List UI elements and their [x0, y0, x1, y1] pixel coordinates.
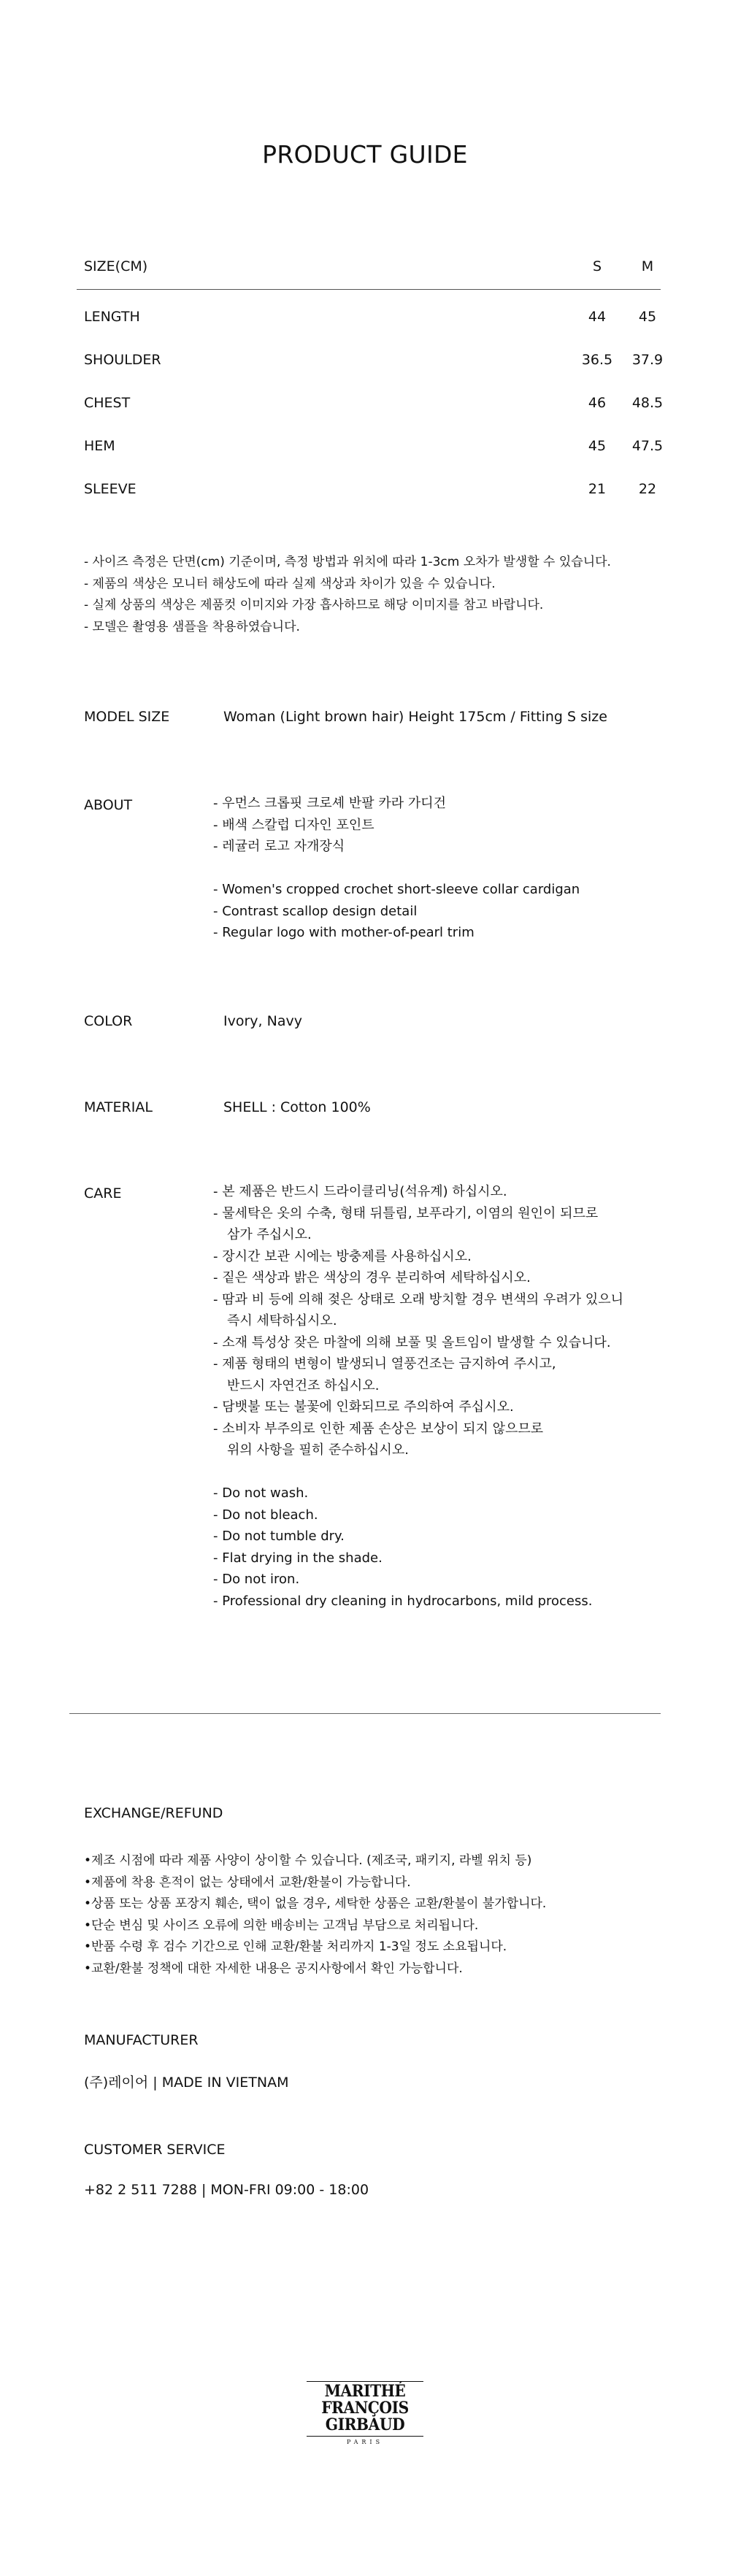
care-item-en: - Do not bleach.	[213, 1507, 318, 1523]
row-label: LENGTH	[84, 309, 140, 325]
model-size-value: Woman (Light brown hair) Height 175cm / Fitting S size	[223, 709, 607, 725]
row-label: SHOULDER	[84, 352, 161, 368]
care-item-ko: - 땀과 비 등에 의해 젖은 상태로 오래 방치할 경우 변색의 우려가 있으니	[213, 1291, 624, 1307]
care-item-ko: - 소비자 부주의로 인한 제품 손상은 보상이 되지 않으므로	[213, 1420, 544, 1437]
row-value-m: 22	[638, 481, 657, 497]
row-value-s: 46	[588, 395, 607, 411]
color-label: COLOR	[84, 1013, 133, 1029]
care-item-ko: - 제품 형태의 변형이 발생되니 열풍건조는 금지하여 주시고,	[213, 1356, 556, 1372]
exchange-item: •반품 수령 후 검수 기간으로 인해 교환/환불 처리까지 1-3일 정도 소요됩니다.	[84, 1939, 507, 1954]
brand-logo	[307, 2381, 423, 2445]
size-header-m: M	[641, 258, 654, 274]
care-item-ko: 위의 사항을 필히 준수하십시오.	[227, 1442, 409, 1458]
customer-service-value: +82 2 511 7288 | MON-FRI 09:00 - 18:00	[84, 2182, 369, 2198]
model-size-label: MODEL SIZE	[84, 709, 170, 725]
care-item-ko: 즉시 세탁하십시오.	[227, 1313, 337, 1329]
size-table	[77, 248, 664, 510]
note-line: - 제품의 색상은 모니터 해상도에 따라 실제 색상과 차이가 있을 수 있습니다.	[84, 576, 496, 591]
care-item-en: - Do not iron.	[213, 1572, 300, 1587]
row-value-m: 48.5	[631, 395, 664, 411]
care-item-ko: - 담뱃불 또는 불꽃에 인화되므로 주의하여 주십시오.	[213, 1399, 514, 1415]
care-item-en: - Professional dry cleaning in hydrocarbons, mild process.	[213, 1593, 593, 1609]
exchange-list	[84, 1850, 546, 1980]
page-title: PRODUCT GUIDE	[262, 140, 468, 169]
exchange-item: •상품 또는 상품 포장지 훼손, 택이 없을 경우, 세탁한 상품은 교환/환불이 불가합니다.	[84, 1896, 547, 1911]
row-value-s: 21	[588, 481, 607, 497]
exchange-item: •교환/환불 정책에 대한 자세한 내용은 공지사항에서 확인 가능합니다.	[84, 1961, 463, 1976]
about-item-en: - Women's cropped crochet short-sleeve collar cardigan	[213, 882, 580, 897]
table-row	[77, 294, 661, 337]
row-label: CHEST	[84, 395, 131, 411]
about-item-ko: - 배색 스칼럽 디자인 포인트	[213, 817, 374, 833]
row-value-s: 44	[588, 309, 607, 325]
row-value-m: 47.5	[631, 438, 664, 454]
about-item-en: - Regular logo with mother-of-pearl trim	[213, 925, 474, 940]
care-item-ko: 삼가 주십시오.	[227, 1227, 312, 1242]
logo-line: GIRBAUD	[325, 2415, 405, 2434]
table-row	[77, 466, 661, 510]
exchange-item: •제조 시점에 따라 제품 사양이 상이할 수 있습니다. (제조국, 패키지, 라벨 위치 등)	[84, 1853, 532, 1868]
table-row	[77, 380, 664, 423]
customer-service-label: CUSTOMER SERVICE	[84, 2142, 226, 2158]
about-item-ko: - 우먼스 크롭핏 크로셰 반팔 카라 가디건	[213, 796, 447, 811]
exchange-item: •단순 변심 및 사이즈 오류에 의한 배송비는 고객님 부담으로 처리됩니다.	[84, 1918, 479, 1933]
note-line: - 사이즈 측정은 단면(cm) 기준이며, 측정 방법과 위치에 따라 1-3cm 오차가 발생할 수 있습니다.	[84, 555, 611, 569]
exchange-item: •제품에 착용 흔적이 없는 상태에서 교환/환불이 가능합니다.	[84, 1875, 411, 1890]
care-item-ko: - 짙은 색상과 밝은 색상의 경우 분리하여 세탁하십시오.	[213, 1270, 531, 1285]
logo-sub: PARIS	[346, 2439, 384, 2445]
care-item-en: - Do not tumble dry.	[213, 1529, 345, 1544]
size-notes	[84, 552, 611, 638]
size-header-label: SIZE(CM)	[84, 258, 148, 274]
care-label: CARE	[84, 1185, 122, 1202]
note-line: - 실제 상품의 색상은 제품컷 이미지와 가장 흡사하므로 해당 이미지를 참고 바랍니다.	[84, 598, 544, 612]
color-value: Ivory, Navy	[223, 1013, 302, 1029]
row-value-m: 45	[638, 309, 657, 325]
manufacturer-label: MANUFACTURER	[84, 2032, 199, 2048]
material-label: MATERIAL	[84, 1099, 153, 1115]
size-header-s: S	[592, 258, 602, 274]
table-row	[77, 423, 664, 466]
care-item-en: - Do not wash.	[213, 1485, 309, 1501]
care-item-ko: - 소재 특성상 잦은 마찰에 의해 보풀 및 올트임이 발생할 수 있습니다.	[213, 1334, 611, 1350]
care-item-ko: - 장시간 보관 시에는 방충제를 사용하십시오.	[213, 1248, 472, 1264]
about-item-ko: - 레귤러 로고 자개장식	[213, 839, 345, 854]
table-row	[77, 337, 664, 380]
exchange-label: EXCHANGE/REFUND	[84, 1805, 223, 1821]
care-item-ko: - 본 제품은 반드시 드라이클리닝(석유계) 하십시오.	[213, 1184, 507, 1199]
row-value-m: 37.9	[631, 352, 664, 368]
row-value-s: 36.5	[581, 352, 613, 368]
manufacturer-value: (주)레이어 | MADE IN VIETNAM	[84, 2075, 289, 2091]
note-line: - 모델은 촬영용 샘플을 착용하였습니다.	[84, 619, 300, 634]
care-item-ko: - 물세탁은 옷의 수축, 형태 뒤틀림, 보푸라기, 이염의 원인이 되므로	[213, 1205, 599, 1221]
row-label: SLEEVE	[84, 481, 137, 497]
about-item-en: - Contrast scallop design detail	[213, 903, 418, 919]
about-list	[213, 793, 580, 944]
size-table-header	[77, 248, 661, 290]
care-item-en: - Flat drying in the shade.	[213, 1550, 383, 1566]
logo-line: FRANÇOIS	[321, 2399, 409, 2418]
row-label: HEM	[84, 438, 115, 454]
material-value: SHELL : Cotton 100%	[223, 1099, 371, 1115]
logo-line: MARITHÉ	[324, 2382, 406, 2401]
care-item-ko: 반드시 자연건조 하십시오.	[227, 1377, 380, 1393]
about-label: ABOUT	[84, 797, 133, 813]
care-list	[213, 1181, 623, 1612]
row-value-s: 45	[588, 438, 607, 454]
section-divider	[69, 1713, 661, 1714]
